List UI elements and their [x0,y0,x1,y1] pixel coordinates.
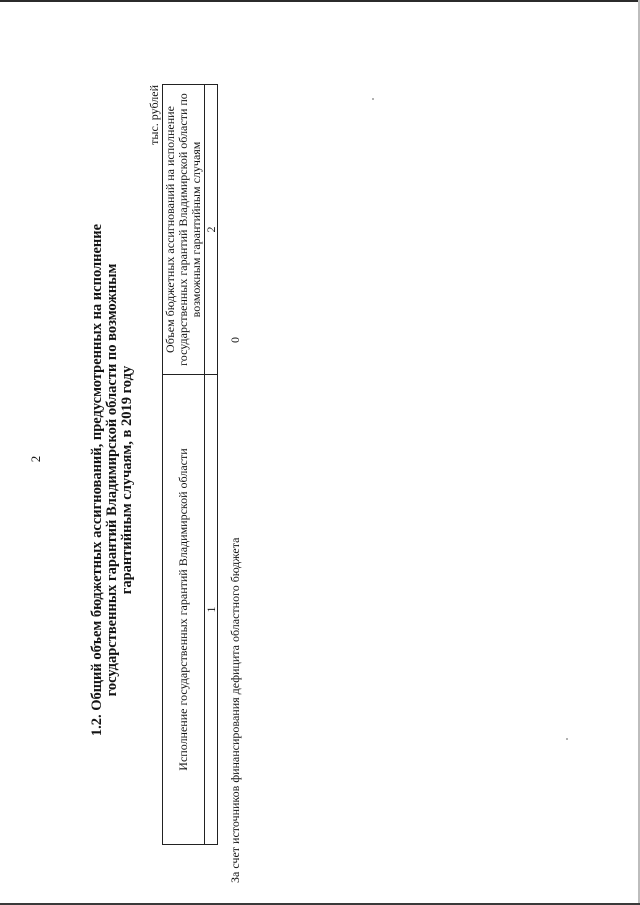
scan-speck [372,98,374,100]
title-line: гарантийным случаям, в 2019 году [119,365,135,595]
scan-edge-top [0,0,640,2]
scan-speck [566,738,568,740]
unit-label: тыс. рублей [147,85,161,145]
column-number: 1 [205,375,218,845]
column-header: Исполнение государственных гарантий Владимирской области [163,375,205,845]
table-row-value: 0 [228,337,242,343]
title-line: 1.2. Общий объем бюджетных ассигнований, предусмотренных на исполнение [89,223,105,737]
title-line: государственных гарантий Владимирской области по возможным [104,263,120,697]
table-row-label: За счет источников финансирования дефицита областного бюджета [228,537,242,883]
allocation-table [162,84,218,845]
rotated-content [89,80,290,883]
page-number: 2 [28,455,43,463]
section-title [90,180,135,780]
table-header-row [163,85,205,845]
column-number: 2 [205,85,218,375]
column-number-row [205,85,218,845]
column-header: Объем бюджетных ассигнований на исполнение государственных гарантий Владимирской области по возможным гарантийным случаям [163,85,205,375]
